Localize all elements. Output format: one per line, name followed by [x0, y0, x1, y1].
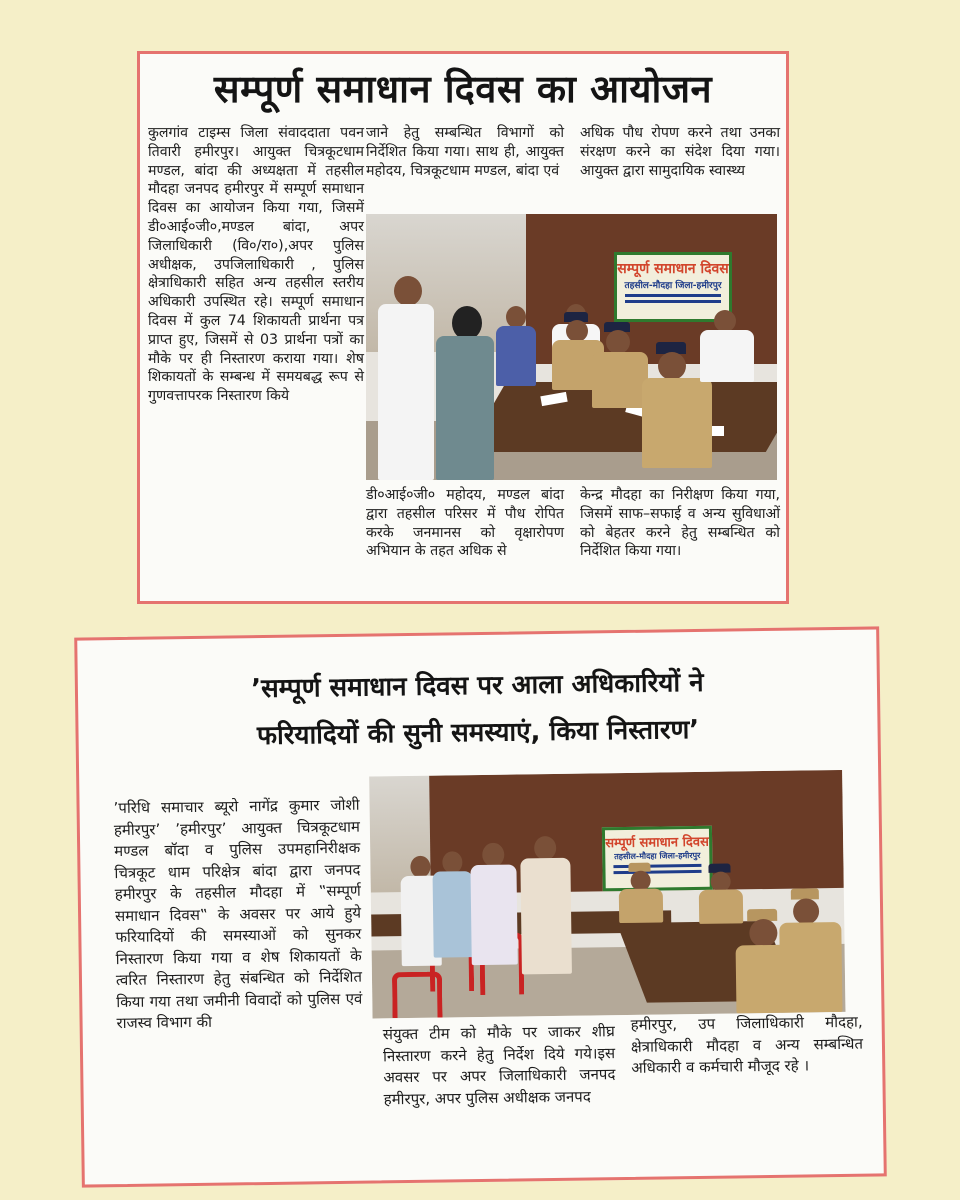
meeting-photo-2 — [369, 770, 845, 1019]
clipping-2-column-2: संयुक्त टीम को मौके पर जाकर शीघ्र निस्तारण करने हेतु निर्देश दिये गये।इस अवसर पर अपर जिलाधिकारी जनपद हमीरपुर, अपर पुलिस अधीक्षक जनपद — [382, 1022, 616, 1108]
clipping-2-headline-line-1: ’सम्पूर्ण समाधान दिवस पर आला अधिकारियों ने — [250, 667, 704, 705]
clipping-2-column-3: हमीरपुर, उप जिलाधिकारी मौदहा, क्षेत्राधिकारी मौदहा व अन्य सम्बन्धित अधिकारी व कर्मचारी मौजूद रहे । — [630, 1012, 864, 1077]
clipping-1-column-2-bottom: डी०आई०जी० महोदय, मण्डल बांदा द्वारा तहसील परिसर में पौध रोपित करके जनमानस को वृक्षारोपण अभियान के तहत अधिक से — [366, 487, 564, 560]
clipping-1-headline: सम्पूर्ण समाधान दिवस का आयोजन — [213, 67, 713, 111]
clipping-2-headline-line-2: फरियादियों की सुनी समस्याएं, किया निस्तारण’ — [256, 714, 700, 752]
clipping-1-column-3-bottom: केन्द्र मौदहा का निरीक्षण किया गया, जिसमें साफ–सफाई व अन्य सुविधाओं को बेहतर करने हेतु सम्बन्धित को निर्देशित किया गया। — [580, 487, 780, 560]
clipping-2-column-1: ’परिधि समाचार ब्यूरो नागेंद्र कुमार जोशी हमीरपुर’ ’हमीरपुर’ आयुक्त चित्रकूटधाम मण्डल बॉदा व पुलिस उपमहानिरीक्षक चित्रकूट धाम परिक्षेत्र बांदा द्वारा जनपद हमीरपुर के तहसील मौदहा में ‟सम्पूर्ण समाधान दिवस‟ के अवसर पर आये हुये फरियादियों की समस्याओं को सुनकर निस्तारण किया गया व शेष शिकायतों के त्वरित निस्तारण हेतु संबन्धित को निर्देशित किया गया तथा जमीनी विवादों को पुलिस एवं राजस्व विभाग की — [113, 795, 363, 1033]
meeting-photo-1 — [366, 214, 777, 480]
clipping-1-column-3-top: अधिक पौध रोपण करने तथा उनका संरक्षण करने का संदेश दिया गया। आयुक्त द्वारा सामुदायिक स्वास्थ्य — [580, 125, 780, 179]
clipping-1-column-2-top: जाने हेतु सम्बन्धित विभागों को निर्देशित किया गया। साथ ही, आयुक्त महोदय, चित्रकूटधाम मण्डल, बांदा एवं — [366, 125, 564, 179]
photo-1-banner: सम्पूर्ण समाधान दिवस तहसील-मौदहा जिला-हमीरपुर — [614, 252, 732, 322]
clipping-1-column-1: कुलगांव टाइम्स जिला संवाददाता पवन तिवारी हमीरपुर। आयुक्त चित्रकूटधाम मण्डल, बांदा की अध्यक्षता में तहसील मौदहा जनपद हमीरपुर में सम्पूर्ण समाधान दिवस का आयोजन किया गया, जिसमें डी०आई०जी०,मण्डल बांदा, अपर जिलाधिकारी (वि०/रा०),अपर पुलिस अधीक्षक, उपजिलाधिकारी , पुलिस क्षेत्राधिकारी सहित अन्य तहसील स्तरीय अधिकारी उपस्थित रहे। सम्पूर्ण समाधान दिवस में कुल 74 शिकायती प्रार्थना पत्र प्राप्त हुए, जिसमें से 03 प्रार्थना पत्रों का मौके पर ही निस्तारण कराया गया। शेष शिकायतों के सम्बन्ध में समयबद्ध रूप से गुणवत्तापरक निस्तारण किये — [148, 125, 364, 405]
news-clipping-2 — [74, 626, 887, 1187]
news-clipping-1 — [137, 51, 789, 604]
clipping-2-headline — [78, 657, 878, 762]
photo-2-banner: सम्पूर्ण समाधान दिवस तहसील-मौदहा जिला-हमीरपुर — [602, 826, 713, 892]
